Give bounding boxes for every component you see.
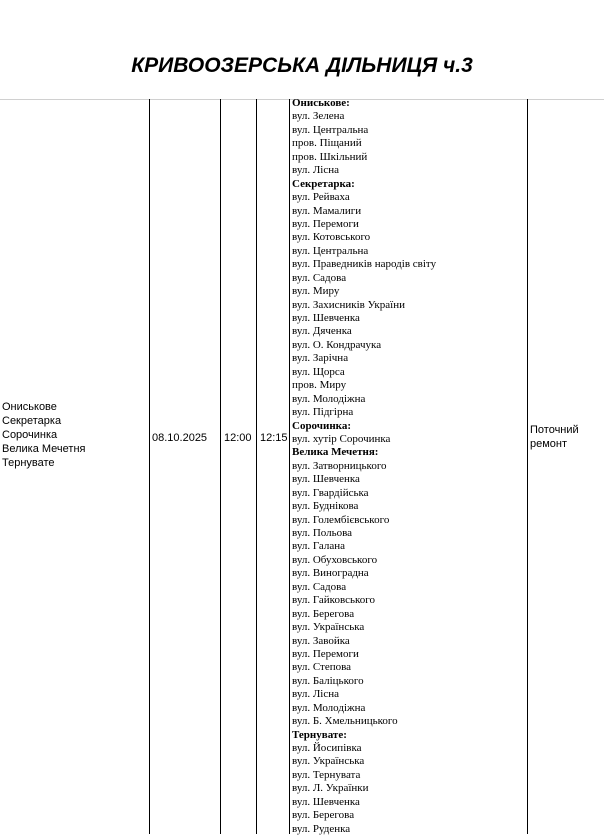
street-item: вул. Праведників народів світу <box>292 258 437 271</box>
village-heading: Велика Мечетня: <box>292 446 379 459</box>
street-item: вул. Степова <box>292 661 352 674</box>
street-item: вул. Завойка <box>292 634 350 647</box>
addresses-cell <box>292 97 526 836</box>
village-heading: Ониськове: <box>292 97 350 109</box>
street-item: вул. хутір Сорочинка <box>292 432 391 445</box>
street-item: пров. Шкільний <box>292 150 368 163</box>
street-item: вул. Центральна <box>292 123 369 136</box>
table-column-divider <box>220 99 221 834</box>
street-item: вул. Підгірна <box>292 406 354 419</box>
street-item: вул. Голембієвського <box>292 513 390 526</box>
table-column-divider <box>527 99 528 834</box>
work-type-line: Поточний <box>530 424 579 436</box>
street-item: вул. Перемоги <box>292 647 359 660</box>
village-heading: Тернувате: <box>292 728 347 741</box>
street-item: вул. Польова <box>292 527 353 539</box>
street-item: вул. Мамалиги <box>292 204 362 217</box>
street-item: вул. Миру <box>292 285 340 298</box>
street-item: вул. Обуховського <box>292 553 378 566</box>
street-item: вул. Гвардійська <box>292 486 369 499</box>
street-item: вул. Виноградна <box>292 567 369 580</box>
street-item: вул. Щорса <box>292 365 345 378</box>
time-start-cell: 12:00 <box>224 432 252 444</box>
work-type-cell <box>530 423 579 451</box>
street-item: вул. Зелена <box>292 110 345 123</box>
street-item: вул. Садова <box>292 271 347 284</box>
street-item: вул. Берегова <box>292 607 355 620</box>
village-heading: Сорочинка: <box>292 419 351 432</box>
street-item: вул. Л. Українки <box>292 782 369 795</box>
street-item: вул. Берегова <box>292 809 355 822</box>
settlement-name: Ониськове <box>2 401 57 413</box>
street-item: вул. Галана <box>292 540 346 553</box>
street-item: вул. Українська <box>292 755 365 768</box>
table-column-divider <box>289 99 290 834</box>
settlement-name: Сорочинка <box>2 429 58 441</box>
street-item: вул. Лісна <box>292 688 339 701</box>
page-title: КРИВООЗЕРСЬКА ДІЛЬНИЦЯ ч.3 <box>131 54 473 77</box>
street-item: пров. Піщаний <box>292 137 362 150</box>
street-item: вул. Шевченка <box>292 795 360 808</box>
street-item: вул. Молодіжна <box>292 701 366 714</box>
street-item: вул. Захисників України <box>292 298 405 311</box>
village-heading: Секретарка: <box>292 177 355 190</box>
settlement-name: Секретарка <box>2 415 62 427</box>
street-item: вул. Шевченка <box>292 473 360 486</box>
date-cell: 08.10.2025 <box>152 432 208 444</box>
settlement-name: Велика Мечетня <box>2 443 86 455</box>
street-item: вул. Дяченка <box>292 325 352 338</box>
street-item: вул. Б. Хмельницького <box>292 715 398 728</box>
street-item: вул. Котовського <box>292 231 371 244</box>
street-item: вул. Рейваха <box>292 191 350 204</box>
street-item: вул. Гайковського <box>292 594 376 607</box>
street-item: вул. Тернувата <box>292 768 361 781</box>
street-item: вул. О. Кондрачука <box>292 338 382 351</box>
street-item: вул. Лісна <box>292 164 339 177</box>
work-type-line: ремонт <box>530 438 568 450</box>
street-item: вул. Центральна <box>292 244 369 257</box>
street-item: вул. Перемоги <box>292 217 359 230</box>
street-item: вул. Буднікова <box>292 500 359 513</box>
street-item: пров. Миру <box>292 379 347 392</box>
street-item: вул. Йосипівка <box>292 742 362 754</box>
street-item: вул. Українська <box>292 621 365 634</box>
street-item: вул. Зарічна <box>292 352 349 365</box>
street-item: вул. Руденка <box>292 822 351 835</box>
street-item: вул. Баліцького <box>292 674 364 687</box>
street-item: вул. Садова <box>292 580 347 593</box>
settlements-cell <box>2 400 85 470</box>
street-item: вул. Молодіжна <box>292 392 366 405</box>
settlement-name: Тернувате <box>2 457 55 469</box>
table-column-divider <box>256 99 257 834</box>
table-column-divider <box>149 99 150 834</box>
street-item: вул. Затворницького <box>292 459 387 472</box>
time-end-cell: 12:15 <box>260 432 288 444</box>
street-item: вул. Шевченка <box>292 312 360 324</box>
